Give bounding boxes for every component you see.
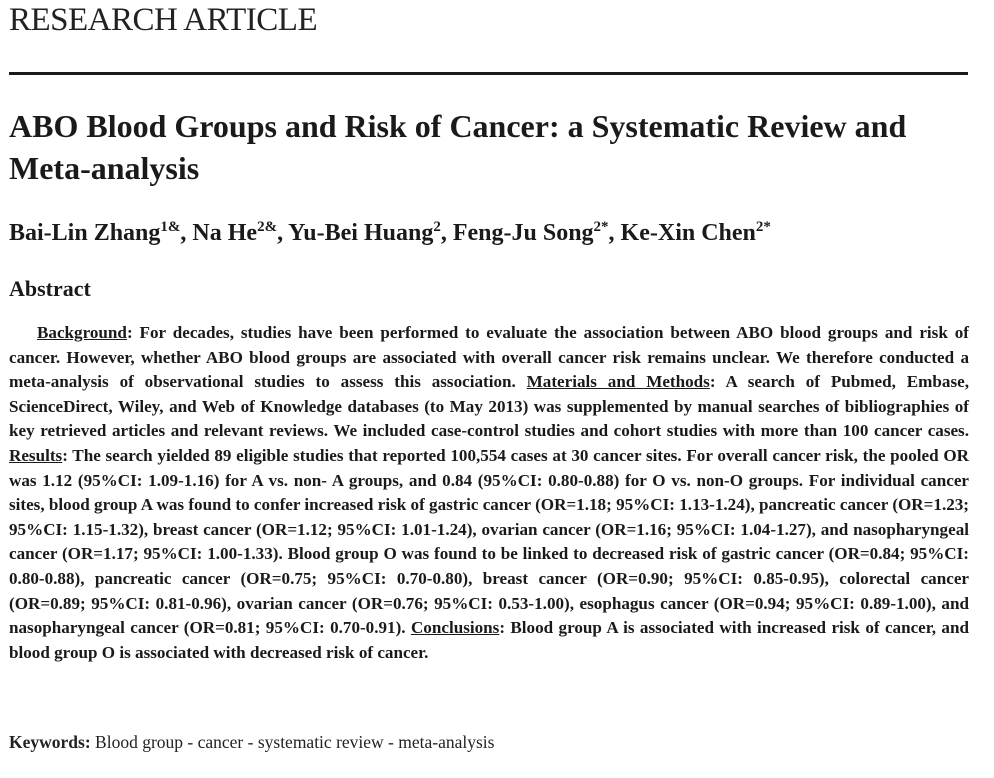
- author-separator: ,: [608, 220, 621, 246]
- author-affiliation-mark: 2: [433, 219, 441, 235]
- abstract-background-text: : For decades, studies have been performed to evaluate the association between ABO blood groups and risk of cancer. However, whether ABO blood groups are associated with overall cancer risk remains unclear. We therefore conducted a meta-analysis of observational studies to assess this association.: [9, 323, 969, 392]
- abstract-conclusions-text: : Blood group A is associated with increased risk of cancer, and blood group O is associated with decreased risk of cancer.: [9, 618, 969, 662]
- keywords-line: [9, 732, 494, 753]
- author-list: [9, 220, 771, 247]
- abstract-methods-label: Materials and Methods: [526, 372, 710, 392]
- keywords-label: Keywords:: [9, 732, 91, 752]
- author-name: Feng-Ju Song: [452, 220, 594, 246]
- author-name: Bai-Lin Zhang: [9, 220, 161, 246]
- author-separator: ,: [440, 220, 453, 246]
- author-name: Yu-Bei Huang: [288, 220, 434, 246]
- section-label: RESEARCH ARTICLE: [9, 2, 318, 38]
- abstract-methods-text: : A search of Pubmed, Embase, ScienceDirect, Wiley, and Web of Knowledge databases (to May 2013) was supplemented by manual searches of bibliographies of key retrieved articles and relevant reviews. We included case-control studies and cohort studies with more than 100 cancer cases.: [9, 372, 969, 441]
- abstract-body: [9, 321, 969, 665]
- abstract-results-label: Results: [9, 445, 63, 465]
- author-separator: ,: [277, 220, 289, 246]
- abstract-results-text: : The search yielded 89 eligible studies that reported 100,554 cases at 30 cancer sites. For overall cancer risk, the pooled OR was 1.12 (95%CI: 1.09-1.16) for A vs. non- A groups, and 0.84 (95%CI: 0.80-0.88) for O vs. non-O groups. For individual cancer sites, blood group A was found to confer increased risk of gastric cancer (OR=1.18; 95%CI: 1.13-1.24), pancreatic cancer (OR=1.23; 95%CI: 1.15-1.32), breast cancer (OR=1.12; 95%CI: 1.01-1.24), ovarian cancer (OR=1.16; 95%CI: 1.04-1.27), and nasopharyngeal cancer (OR=1.17; 95%CI: 1.00-1.33). Blood group O was found to be linked to decreased risk of gastric cancer (OR=0.84; 95%CI: 0.80-0.88), pancreatic cancer (OR=0.75; 95%CI: 0.70-0.80), breast cancer (OR=0.90; 95%CI: 0.85-0.95), colorectal cancer (OR=0.89; 95%CI: 0.81-0.96), ovarian cancer (OR=0.76; 95%CI: 0.53-1.00), esophagus cancer (OR=0.94; 95%CI: 0.89-1.00), and nasopharyngeal cancer (OR=0.81; 95%CI: 0.70-0.91).: [9, 445, 969, 638]
- author-affiliation-mark: 2*: [755, 219, 771, 235]
- author-affiliation-mark: 2*: [593, 219, 609, 235]
- abstract-conclusions-label: Conclusions: [410, 618, 500, 638]
- author-affiliation-mark: 2&: [257, 219, 278, 235]
- abstract-heading: Abstract: [9, 276, 91, 301]
- author-name: Ke-Xin Chen: [620, 220, 756, 246]
- keywords-text: Blood group - cancer - systematic review - meta-analysis: [90, 732, 495, 752]
- author-separator: ,: [180, 220, 193, 246]
- article-title: ABO Blood Groups and Risk of Cancer: a Systematic Review and Meta-analysis: [9, 108, 907, 186]
- header-divider: [9, 72, 968, 75]
- abstract-background-label: Background: [37, 323, 127, 342]
- author-affiliation-mark: 1&: [160, 219, 181, 235]
- author-name: Na He: [192, 220, 258, 246]
